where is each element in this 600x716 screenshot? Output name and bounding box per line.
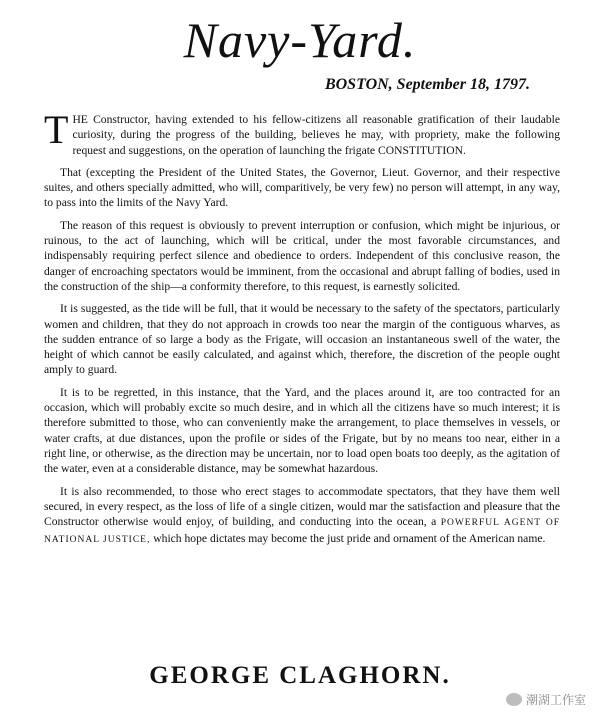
paragraph-3: The reason of this request is obviously to prevent interruption or confusion, which might be injurious, or ruinous, to the act of launching, which will be critical, under the most favorable circumstances, and indispensably requiring perfect silence and obedience to orders. Independent of this conclusive reason, the danger of encroaching spectators would be imminent, from the occasional and abrupt falling of bodies, used in the construction of the ship—a conformity therefore, to this request, is earnestly solicited. bbox=[44, 218, 560, 293]
paragraph-6 bbox=[44, 484, 560, 549]
body-text bbox=[44, 107, 560, 556]
signature: GEORGE CLAGHORN. bbox=[149, 662, 451, 689]
paragraph-4: It is suggested, as the tide will be full, that it would be necessary to the safety of the spectators, particularly women and children, that they do not approach in crowds too near the margin of the contiguous wharves, as the sudden entrance of so large a body as the Frigate, will occasion an instantaneous swell of the water, the height of which cannot be easily calculated, and against which, therefore, the discretion of the people ought amply to guard. bbox=[44, 302, 560, 377]
paragraph-2: That (excepting the President of the United States, the Governor, Lieut. Governor, and their respective suites, and others specially admitted, who will, comparitively, be very few) no person will attempt, in any way, to pass into the limits of the Navy Yard. bbox=[44, 165, 560, 210]
dateline: BOSTON, September 18, 1797. bbox=[324, 76, 530, 93]
paragraph-5: It is to be regretted, in this instance, that the Yard, and the places around it, are too contracted for an occasion, which will probably excite so much desire, and in which all the citizens have so much interest; it is therefore submitted to those, who can conveniently make the arrangement, to place themselves in vessels, or water crafts, at due distances, upon the profile or sides of the Frigate, but by no means too near, either in a right line, or otherwise, as the direction may be uncertain, nor to load open boats too deeply, as the agitation of the water, even at a considerable distance, may be somewhat hazardous. bbox=[44, 385, 560, 476]
paragraph-6-smallcaps: POWERFUL AGENT OF NATIONAL JUSTICE, bbox=[44, 518, 560, 546]
paragraph-1-text: HE Constructor, having extended to his fellow-citizens all reasonable gratification of their laudable curiosity, during the progress of the building, believes he may, with propriety, make the following request and suggestions, on the operation of launching the frigate CONSTITUTION. bbox=[72, 113, 560, 157]
drop-cap: T bbox=[44, 107, 69, 152]
paragraph-1 bbox=[44, 107, 560, 158]
paragraph-6-tail: which hope dictates may become the just pride and ornament of the American name. bbox=[150, 532, 546, 546]
watermark bbox=[506, 691, 586, 708]
page-title: Navy-Yard. bbox=[183, 12, 417, 68]
paragraph-6-text: It is also recommended, to those who erect stages to accommodate spectators, that they have them well secured, in every respect, as the loss of life of a single citizen, would mar the satisfaction and pleasure that the Constructor otherwise would enjoy, of building, and conducting into the ocean, a bbox=[44, 484, 560, 529]
watermark-text: 潮湖工作室 bbox=[525, 693, 586, 707]
wechat-icon bbox=[506, 693, 522, 706]
